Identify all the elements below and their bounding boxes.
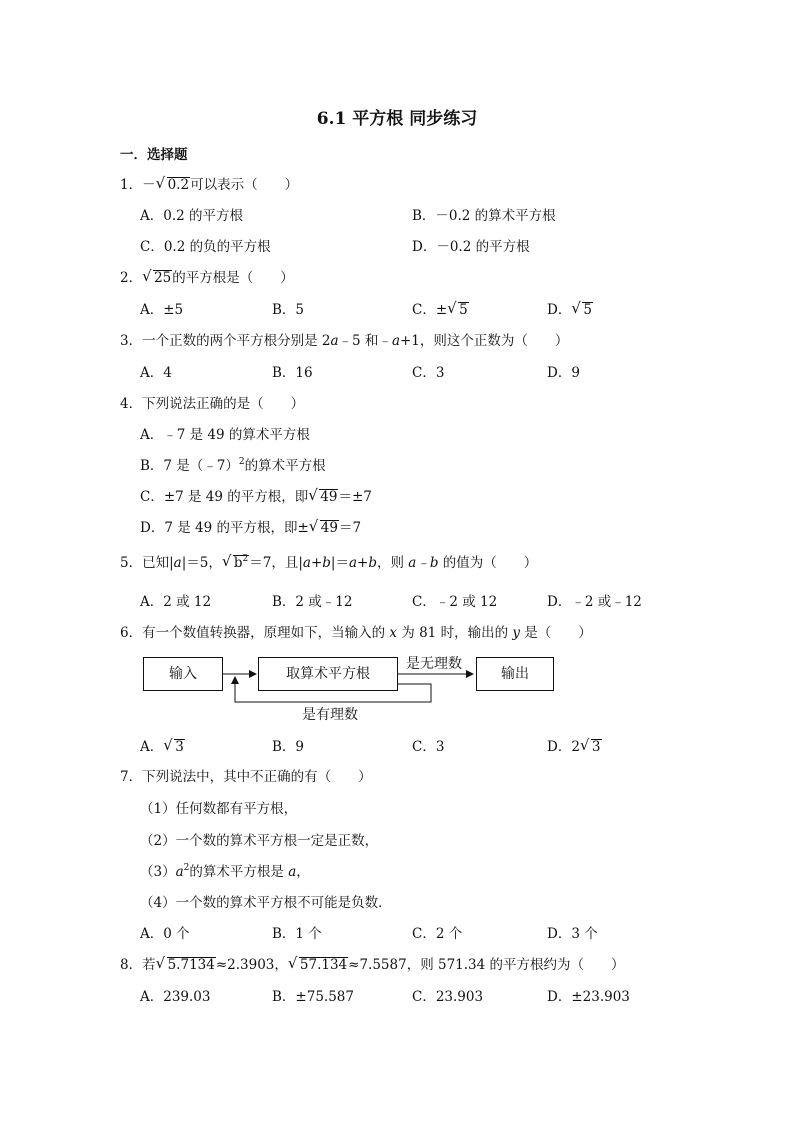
q2-option-c[interactable]: C．±√ 5 (412, 301, 469, 319)
sqrt-symbol: √ 25 (143, 269, 172, 287)
sqrt-symbol: √ 3 (581, 738, 602, 756)
q7-option-b[interactable]: B．1 个 (272, 926, 322, 942)
q5-option-a[interactable]: A．2 或 12 (140, 594, 212, 610)
question-8: 8．若√ 5.7134≈2.3903，√ 57.134≈7.5587，则 571.34 的平方根约为（ ） (120, 956, 625, 974)
q7-statement-4: （4）一个数的算术平方根不可能是负数． (140, 895, 392, 911)
q3-option-c[interactable]: C．3 (412, 365, 445, 381)
q6-option-b[interactable]: B．9 (272, 739, 305, 755)
q4-option-d[interactable]: D．7 是 49 的平方根，即±√ 49＝7 (140, 519, 361, 537)
flow-input-box: 输入 (143, 657, 223, 691)
q7-option-a[interactable]: A．0 个 (140, 926, 190, 942)
question-5: 5．已知|a|＝5，√ $b^2=7$，且|a+b|＝a+b，则 a﹣b 的值为（ ） (120, 554, 537, 572)
question-4: 4．下列说法正确的是（ ） (120, 396, 305, 412)
sqrt-symbol: √ 0.2 (157, 176, 190, 194)
q2-option-d[interactable]: D．√ 5 (547, 301, 593, 319)
q5-option-c[interactable]: C．﹣2 或 12 (412, 594, 498, 610)
q8-option-b[interactable]: B．±75.587 (272, 989, 354, 1005)
q7-statement-2: （2）一个数的算术平方根一定是正数， (140, 833, 379, 849)
q8-option-d[interactable]: D．±23.903 (547, 989, 630, 1005)
q8-option-a[interactable]: A．239.03 (140, 989, 211, 1005)
question-1: 1．－√ 0.2可以表示（ ） (120, 176, 298, 194)
q8-option-c[interactable]: C．23.903 (412, 989, 484, 1005)
q4-option-a[interactable]: A．﹣7 是 49 的算术平方根 (140, 427, 310, 443)
sqrt-symbol: √ 57.134 (289, 956, 348, 974)
q7-option-c[interactable]: C．2 个 (412, 926, 463, 942)
question-2: 2．√ 25的平方根是（ ） (120, 269, 294, 287)
question-6: 6．有一个数值转换器，原理如下，当输入的 x 为 81 时，输出的 y 是（ ） (120, 625, 592, 641)
q7-statement-1: （1）任何数都有平方根， (140, 801, 298, 817)
sqrt-symbol: √ 5.7134 (157, 956, 216, 974)
question-3: 3．一个正数的两个平方根分别是 2a﹣5 和﹣a+1，则这个正数为（ ） (120, 333, 569, 349)
question-7: 7．下列说法中，其中不正确的有（ ） (120, 769, 372, 785)
flow-label-rational: 是有理数 (302, 707, 358, 723)
q2-option-a[interactable]: A．±5 (140, 302, 184, 318)
q6-option-c[interactable]: C．3 (412, 739, 445, 755)
q3-option-b[interactable]: B．16 (272, 365, 313, 381)
q1-option-d[interactable]: D．－0.2 的平方根 (412, 239, 530, 255)
q6-option-a[interactable]: A．√ 3 (140, 738, 185, 756)
q1-option-c[interactable]: C．0.2 的负的平方根 (140, 239, 271, 255)
q4-option-c[interactable]: C．±7 是 49 的平方根，即√ 49＝±7 (140, 488, 372, 506)
section-heading: 一．选择题 (120, 147, 188, 163)
page-title: 6.1 平方根 同步练习 (316, 109, 478, 129)
sqrt-symbol: √ 5 (572, 301, 593, 319)
q5-option-b[interactable]: B．2 或﹣12 (272, 594, 353, 610)
q4-option-b[interactable]: B．7 是（﹣7）$^2$的算术平方根 (140, 457, 326, 474)
sqrt-symbol: √ $b^2$ (223, 554, 249, 572)
sqrt-symbol: √ 3 (164, 738, 185, 756)
sqrt-symbol: √ 49 (309, 488, 338, 506)
q3-option-d[interactable]: D．9 (547, 365, 580, 381)
q6-option-d[interactable]: D．2√ 3 (547, 738, 602, 756)
q5-option-d[interactable]: D．﹣2 或﹣12 (547, 594, 642, 610)
flow-sqrt-box: 取算术平方根 (258, 657, 398, 691)
flow-output-box: 输出 (476, 657, 554, 691)
sqrt-symbol: √ 49 (310, 519, 339, 537)
flow-label-irrational: 是无理数 (406, 656, 462, 672)
q7-statement-3: $(3)a^2$的算术平方根是 a， (140, 863, 310, 880)
sqrt-symbol: √ 5 (448, 301, 469, 319)
q7-option-d[interactable]: D．3 个 (547, 926, 598, 942)
q2-option-b[interactable]: B．5 (272, 302, 305, 318)
q1-option-b[interactable]: B．－0.2 的算术平方根 (412, 208, 556, 224)
q1-option-a[interactable]: A．0.2 的平方根 (140, 208, 244, 224)
q3-option-a[interactable]: A．4 (140, 365, 172, 381)
